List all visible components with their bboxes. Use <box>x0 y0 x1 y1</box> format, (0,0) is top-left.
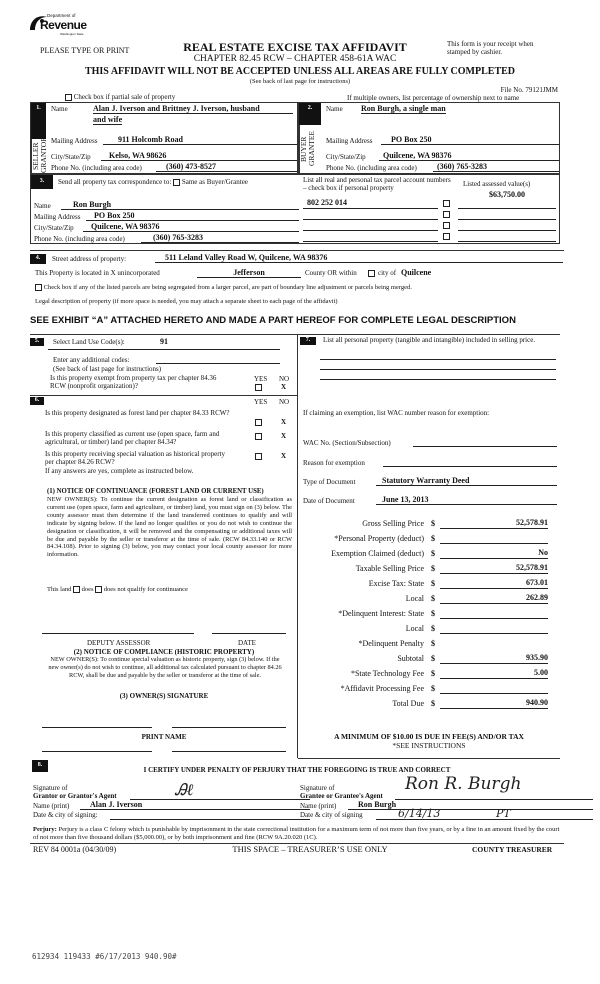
amount-row-excise-state: Excise Tax: State $ 673.01 <box>368 578 548 588</box>
grantee-name-label: Name (print) <box>300 802 337 810</box>
warning-banner: THIS AFFIDAVIT WILL NOT BE ACCEPTED UNLESS ALL AREAS ARE FULLY COMPLETED <box>84 66 516 77</box>
forest-yes-checkbox[interactable] <box>255 419 262 426</box>
doc-date-field[interactable]: June 13, 2013 <box>376 495 557 505</box>
parcel-header: List all real and personal tax parcel account numbers – check box if personal property <box>303 176 451 192</box>
same-as-buyer-checkbox[interactable] <box>173 179 180 186</box>
deputy-assessor-date-line[interactable] <box>212 633 286 634</box>
deputy-assessor-signature-line[interactable] <box>42 633 194 634</box>
parcel-row <box>303 190 558 209</box>
within-city-checkbox[interactable] <box>368 270 375 277</box>
logo-main-text: Revenue <box>40 18 87 32</box>
amount-row-subtotal: Subtotal $ 935.90 <box>397 653 548 663</box>
exemption-claimed-field[interactable]: No <box>440 548 548 559</box>
grantee-date-label: Date & city of signing <box>300 811 363 819</box>
wac-label: WAC No. (Section/Subsection) <box>303 439 391 447</box>
corr-name-label: Name <box>34 202 51 210</box>
additional-codes-field[interactable] <box>156 356 280 364</box>
owner-signature-line-1[interactable] <box>42 727 152 728</box>
personal-property-deduct-field[interactable] <box>440 533 548 544</box>
grantee-signature-field[interactable]: Ron R. Burgh <box>395 774 593 800</box>
assessed-value-field[interactable] <box>458 209 556 220</box>
buyer-mailing-field[interactable]: PO Box 250 <box>381 135 559 145</box>
certification-section <box>30 760 564 822</box>
assessed-header: Listed assessed value(s) <box>463 180 531 188</box>
current-use-yes-checkbox[interactable] <box>255 433 262 440</box>
street-address-label: Street address of property: <box>52 255 127 263</box>
section-3-badge: 3. <box>31 175 53 189</box>
amount-row-excise-local: Local $ 262.89 <box>405 593 548 603</box>
land-use-label: Select Land Use Code(s): <box>53 338 125 346</box>
exempt-yes-header: YES <box>254 375 268 383</box>
amount-row-gross-selling-price: Gross Selling Price $ 52,578.91 <box>362 518 548 528</box>
grantor-date-field[interactable] <box>110 811 310 820</box>
excise-tax-local-field[interactable]: 262.89 <box>440 593 548 604</box>
wac-field[interactable] <box>413 438 557 447</box>
grantor-signature-field[interactable]: Ꭿℓ <box>130 780 310 800</box>
seller-city-field[interactable]: Kelso, WA 98626 <box>101 151 297 161</box>
amount-row-delinquent-interest-state: *Delinquent Interest: State $ <box>300 607 550 622</box>
seller-name-label: Name <box>51 105 68 113</box>
buyer-name-field[interactable]: Ron Burgh, a single man <box>361 104 446 113</box>
corr-city-label: City/State/Zip <box>34 224 74 232</box>
does-qualify-checkbox[interactable] <box>73 586 80 593</box>
form-chapter: CHAPTER 82.45 RCW – CHAPTER 458-61A WAC <box>193 54 397 64</box>
section-8-badge: 8. <box>32 760 48 772</box>
seller-city-label: City/State/Zip <box>51 153 91 161</box>
county-suffix: County OR within <box>305 269 357 277</box>
parcel-number-field[interactable] <box>303 231 438 242</box>
parcel-row <box>303 231 558 242</box>
exempt-yes-checkbox[interactable] <box>255 384 262 391</box>
section-7-top-rule <box>298 334 560 335</box>
doc-type-label: Type of Document <box>303 478 356 486</box>
current-use-no-mark[interactable]: X <box>281 432 287 440</box>
print-name-label: PRINT NAME <box>141 733 187 741</box>
perjury-label: Perjury: <box>33 826 57 833</box>
grantor-name-field[interactable]: Alan J. Iverson <box>80 800 310 810</box>
segregated-checkbox[interactable] <box>35 284 42 291</box>
personal-property-checkbox[interactable] <box>443 200 450 207</box>
see-instructions-note: *SEE INSTRUCTIONS <box>392 741 466 750</box>
total-due-field[interactable]: 940.90 <box>440 698 548 709</box>
doc-date-label: Date of Document <box>303 497 355 505</box>
assessed-value-field[interactable]: $63,750.00 <box>458 190 556 209</box>
exhibit-note: SEE EXHIBIT “A” ATTACHED HERETO AND MADE A PART HEREOF FOR COMPLETE LEGAL DESCRIPTION <box>30 315 516 326</box>
taxable-selling-price-field[interactable]: 52,578.91 <box>440 563 548 574</box>
notice-compliance-title: (2) NOTICE OF COMPLIANCE (HISTORIC PROPERTY) <box>73 648 255 656</box>
additional-codes-label: Enter any additional codes: <box>53 356 130 364</box>
buyer-city-field[interactable]: Quilcene, WA 98376 <box>379 151 559 161</box>
grantor-sig-label-2: Grantor or Grantor's Agent <box>33 792 117 800</box>
see-back-note: (See back of last page for instructions) <box>53 365 162 373</box>
corr-mailing-field[interactable]: PO Box 250 <box>86 211 299 221</box>
multiple-owners-note: If multiple owners, list percentage of ownership next to name <box>347 94 520 102</box>
county-field[interactable]: Jefferson <box>197 268 301 278</box>
personal-property-label: List all personal property (tangible and intangible) included in selling price. <box>323 336 536 344</box>
historical-question: Is this property receiving special valuation as historical property per chapter 84.26 RCW? <box>45 450 226 466</box>
personal-property-checkbox[interactable] <box>443 222 450 229</box>
designation-yes-header: YES <box>254 398 268 406</box>
segregated-row <box>35 284 412 291</box>
location-row <box>35 268 565 280</box>
amount-row-delinquent-interest-local: Local $ <box>300 622 550 637</box>
buyer-grantee-section <box>298 102 560 174</box>
reason-label: Reason for exemption <box>303 459 365 467</box>
personal-property-checkbox[interactable] <box>443 233 450 240</box>
corr-name-field[interactable]: Ron Burgh <box>61 200 299 210</box>
seller-phone-label: Phone No. (including area code) <box>51 164 142 172</box>
grantor-date-label: Date & city of signing: <box>33 811 98 819</box>
current-use-question: Is this property classified as current use (open space, farm and agricultural, or timber) land per chapter 84.34? <box>45 430 220 446</box>
dor-logo <box>28 10 98 38</box>
section-7-bottom-rule <box>298 758 560 759</box>
seller-mailing-label: Mailing Address <box>51 137 98 145</box>
grantee-date-city-field[interactable] <box>376 807 593 820</box>
owner-signature-line-2[interactable] <box>172 727 286 728</box>
land-use-code-field[interactable]: 91 <box>160 337 168 346</box>
section-1-badge: 1. <box>31 103 46 139</box>
state-technology-fee-field[interactable]: 5.00 <box>440 668 548 679</box>
delinquent-penalty-field[interactable] <box>440 638 548 649</box>
minimum-due-note: A MINIMUM OF $10.00 IS DUE IN FEE(S) AND/OR TAX <box>334 732 524 741</box>
land-use-designation-section <box>30 334 298 758</box>
logo-sub-text: Washington State <box>60 32 84 36</box>
corr-city-field[interactable]: Quilcene, WA 98376 <box>83 222 299 232</box>
exempt-no-header: NO <box>279 375 290 383</box>
logo-top-text: Department of <box>47 13 76 18</box>
legal-description-label: Legal description of property (if more space is needed, you may attach a separate sheet to each page of the affidavit) <box>35 298 338 305</box>
certification-statement: I CERTIFY UNDER PENALTY OF PERJURY THAT THE FOREGOING IS TRUE AND CORRECT <box>143 766 451 774</box>
seller-name-line1[interactable]: Alan J. Iverson and Brittney J. Iverson, husband <box>93 104 293 114</box>
exempt-question: Is this property exempt from property tax per chapter 84.36 RCW (nonprofit organization)? <box>50 374 217 390</box>
cashier-stamp: 612934 119433 #6/17/2013 940.90# <box>32 952 177 961</box>
city-field[interactable]: Quilcene <box>401 268 432 277</box>
forest-land-question: Is this property designated as forest land per chapter 84.33 RCW? <box>45 409 230 417</box>
reason-field[interactable] <box>383 458 557 467</box>
personal-property-line-3[interactable] <box>320 379 556 380</box>
county-treasurer-label: COUNTY TREASURER <box>472 845 553 854</box>
assessed-value-field[interactable] <box>458 231 556 242</box>
receipt-note: This form is your receipt when stamped by cashier. <box>447 40 534 56</box>
affidavit-processing-fee-field[interactable] <box>440 683 548 694</box>
parcel-number-field[interactable]: 802 252 014 <box>303 198 438 209</box>
section-2-badge: 2. <box>299 103 321 125</box>
exemption-label: If claiming an exemption, list WAC number reason for exemption: <box>303 409 490 417</box>
section-5-badge: 5. <box>30 338 44 346</box>
grantee-city-value: PT <box>496 807 511 820</box>
section-7-badge: 7. <box>300 337 316 345</box>
parcel-number-field[interactable] <box>303 220 438 231</box>
does-not-qualify-checkbox[interactable] <box>95 586 102 593</box>
instructions-note: (See back of last page for instructions) <box>249 78 351 85</box>
buyer-phone-label: Phone No. (including area code) <box>326 164 417 172</box>
grantor-name-label: Name (print) <box>33 802 70 810</box>
perjury-text: Perjury is a class C felony which is punishable by imprisonment in the state correctional institution for a maximum term of not more than five years, or by a fine in an amount fixed by the court of not more than five thousand dollars ($5,000.00), or by both imprisonment and fine (RCW 9A.20.020 (1C). <box>33 826 560 841</box>
grantee-name-field[interactable]: Ron Burgh <box>348 800 593 810</box>
grantee-sig-label-1: Signature of <box>300 784 335 792</box>
seller-grantor-side-label: SELLER GRANTOR <box>31 136 48 173</box>
owner-signature-label: (3) OWNER(S) SIGNATURE <box>119 692 209 700</box>
gross-selling-price-field[interactable]: 52,578.91 <box>440 518 548 529</box>
historical-no-mark[interactable]: X <box>281 452 287 460</box>
buyer-phone-field[interactable]: (360) 765-3283 <box>433 162 559 172</box>
amount-row-affidavit-processing-fee: *Affidavit Processing Fee $ <box>300 682 550 697</box>
amount-row-total-due: Total Due $ 940.90 <box>392 698 548 708</box>
buyer-grantee-side-label: BUYER GRANTEE <box>299 125 321 173</box>
parcel-number-field[interactable] <box>303 209 438 220</box>
amount-row-personal-property: *Personal Property (deduct) $ <box>300 532 550 547</box>
section-4-badge: 4. <box>30 254 46 264</box>
section-6-divider <box>30 395 298 396</box>
grantee-sig-label-2: Grantee or Grantee's Agent <box>300 792 383 800</box>
amount-row-taxable-selling-price: Taxable Selling Price $ 52,578.91 <box>355 563 548 573</box>
section-4-top-rule <box>30 250 564 251</box>
buyer-city-label: City/State/Zip <box>326 153 366 161</box>
type-or-print-note: PLEASE TYPE OR PRINT <box>40 46 130 55</box>
if-yes-note: If any answers are yes, complete as instructed below. <box>45 467 194 475</box>
segregated-label: Check box if any of the listed parcels are being segregated from a larger parcel, are part of boundary line adjustment or parcels being merged. <box>43 284 412 291</box>
correspondence-label: Send all property tax correspondence to: Same as Buyer/Grantee <box>58 178 248 186</box>
notice-compliance-body: NEW OWNER(S): To continue special valuation as historic property, sign (3) below. If the new owner(s) do not wish to continue, all additional tax calculated pursuant to chapter 84.26 RCW, shall be due and payable by the seller or transferor at the time of sale. <box>48 656 282 679</box>
notice-continuance-title: (1) NOTICE OF CONTINUANCE (FOREST LAND OR CURRENT USE) <box>47 488 264 495</box>
amount-row-delinquent-penalty: *Delinquent Penalty $ <box>300 637 550 652</box>
street-address-field[interactable]: 511 Leland Valley Road W, Quilcene, WA 98376 <box>155 253 563 263</box>
exempt-no-mark[interactable]: X <box>281 383 287 391</box>
amount-row-exemption-claimed: Exemption Claimed (deduct) $ No <box>331 548 548 558</box>
historical-yes-checkbox[interactable] <box>255 453 262 460</box>
deputy-assessor-label: DEPUTY ASSESSOR <box>87 639 151 647</box>
seller-name-line2[interactable]: and wife <box>93 115 123 124</box>
buyer-mailing-label: Mailing Address <box>326 137 373 145</box>
perjury-note <box>33 826 563 842</box>
section-6-badge: 6. <box>30 397 44 405</box>
assessor-date-label: DATE <box>238 639 256 647</box>
corr-mailing-label: Mailing Address <box>34 213 81 221</box>
personal-property-checkbox[interactable] <box>443 211 450 218</box>
continuance-row: This land does does not qualify for continuance <box>47 586 188 593</box>
correspondence-section <box>30 174 560 244</box>
revision-code: REV 84 0001a (04/30/09) <box>33 845 117 854</box>
form-title: REAL ESTATE EXCISE TAX AFFIDAVIT <box>183 40 407 54</box>
partial-sale-row <box>65 93 175 101</box>
file-number: File No. 79121JMM <box>500 86 558 94</box>
doc-type-field[interactable]: Statutory Warranty Deed <box>376 476 557 486</box>
grantor-sig-label-1: Signature of <box>33 784 68 792</box>
amount-row-state-technology-fee: *State Technology Fee $ 5.00 <box>350 668 548 678</box>
grantee-date-value: 6/14/13 <box>398 807 441 820</box>
treasurer-use-label: THIS SPACE – TREASURER’S USE ONLY <box>232 844 388 854</box>
personal-property-line-1[interactable] <box>320 359 556 360</box>
delinquent-interest-state-field[interactable] <box>440 608 548 619</box>
partial-sale-label: Check box if partial sale of property <box>73 93 176 101</box>
notice-continuance-body: NEW OWNER(S): To continue the current designation as forest land or classification as current use (open space, farm and agriculture, or timber) land, you must sign on (3) below. The county assessor must then determine if the land transferred continues to qualify and will indicate by signing below. If the land no longer qualifies or you do not wish to continue the designation or classification, it will be removed and the compensating or additional taxes will be due and payable by the seller or transferor at the time of sale. (RCW 84.33.140 or RCW 84.34.108). Prior to signing (3) below, you may contact your local county assessor for more information. <box>47 496 292 559</box>
seller-mailing-field[interactable]: 911 Holcomb Road <box>103 135 297 145</box>
location-prefix: This Property is located in X unincorporated <box>35 269 160 277</box>
parcel-row <box>303 209 558 220</box>
seller-phone-field[interactable]: (360) 473-8527 <box>156 162 297 172</box>
subtotal-field[interactable]: 935.90 <box>440 653 548 664</box>
personal-property-line-2[interactable] <box>320 369 556 370</box>
excise-tax-state-field[interactable]: 673.01 <box>440 578 548 589</box>
print-name-line-1[interactable] <box>42 751 152 752</box>
designation-no-header: NO <box>279 398 290 406</box>
partial-sale-checkbox[interactable] <box>65 94 72 101</box>
city-of-label: city of <box>378 269 397 277</box>
seller-grantor-section <box>30 102 298 174</box>
forest-no-mark[interactable]: X <box>281 418 287 426</box>
parcel-row <box>303 220 558 231</box>
print-name-line-2[interactable] <box>172 751 286 752</box>
assessed-value-field[interactable] <box>458 220 556 231</box>
corr-phone-field[interactable]: (360) 765-3283 <box>141 233 299 243</box>
delinquent-interest-local-field[interactable] <box>440 623 548 634</box>
land-use-underline <box>48 349 280 350</box>
corr-phone-label: Phone No. (including area code) <box>34 235 125 243</box>
buyer-name-label: Name <box>326 105 343 113</box>
